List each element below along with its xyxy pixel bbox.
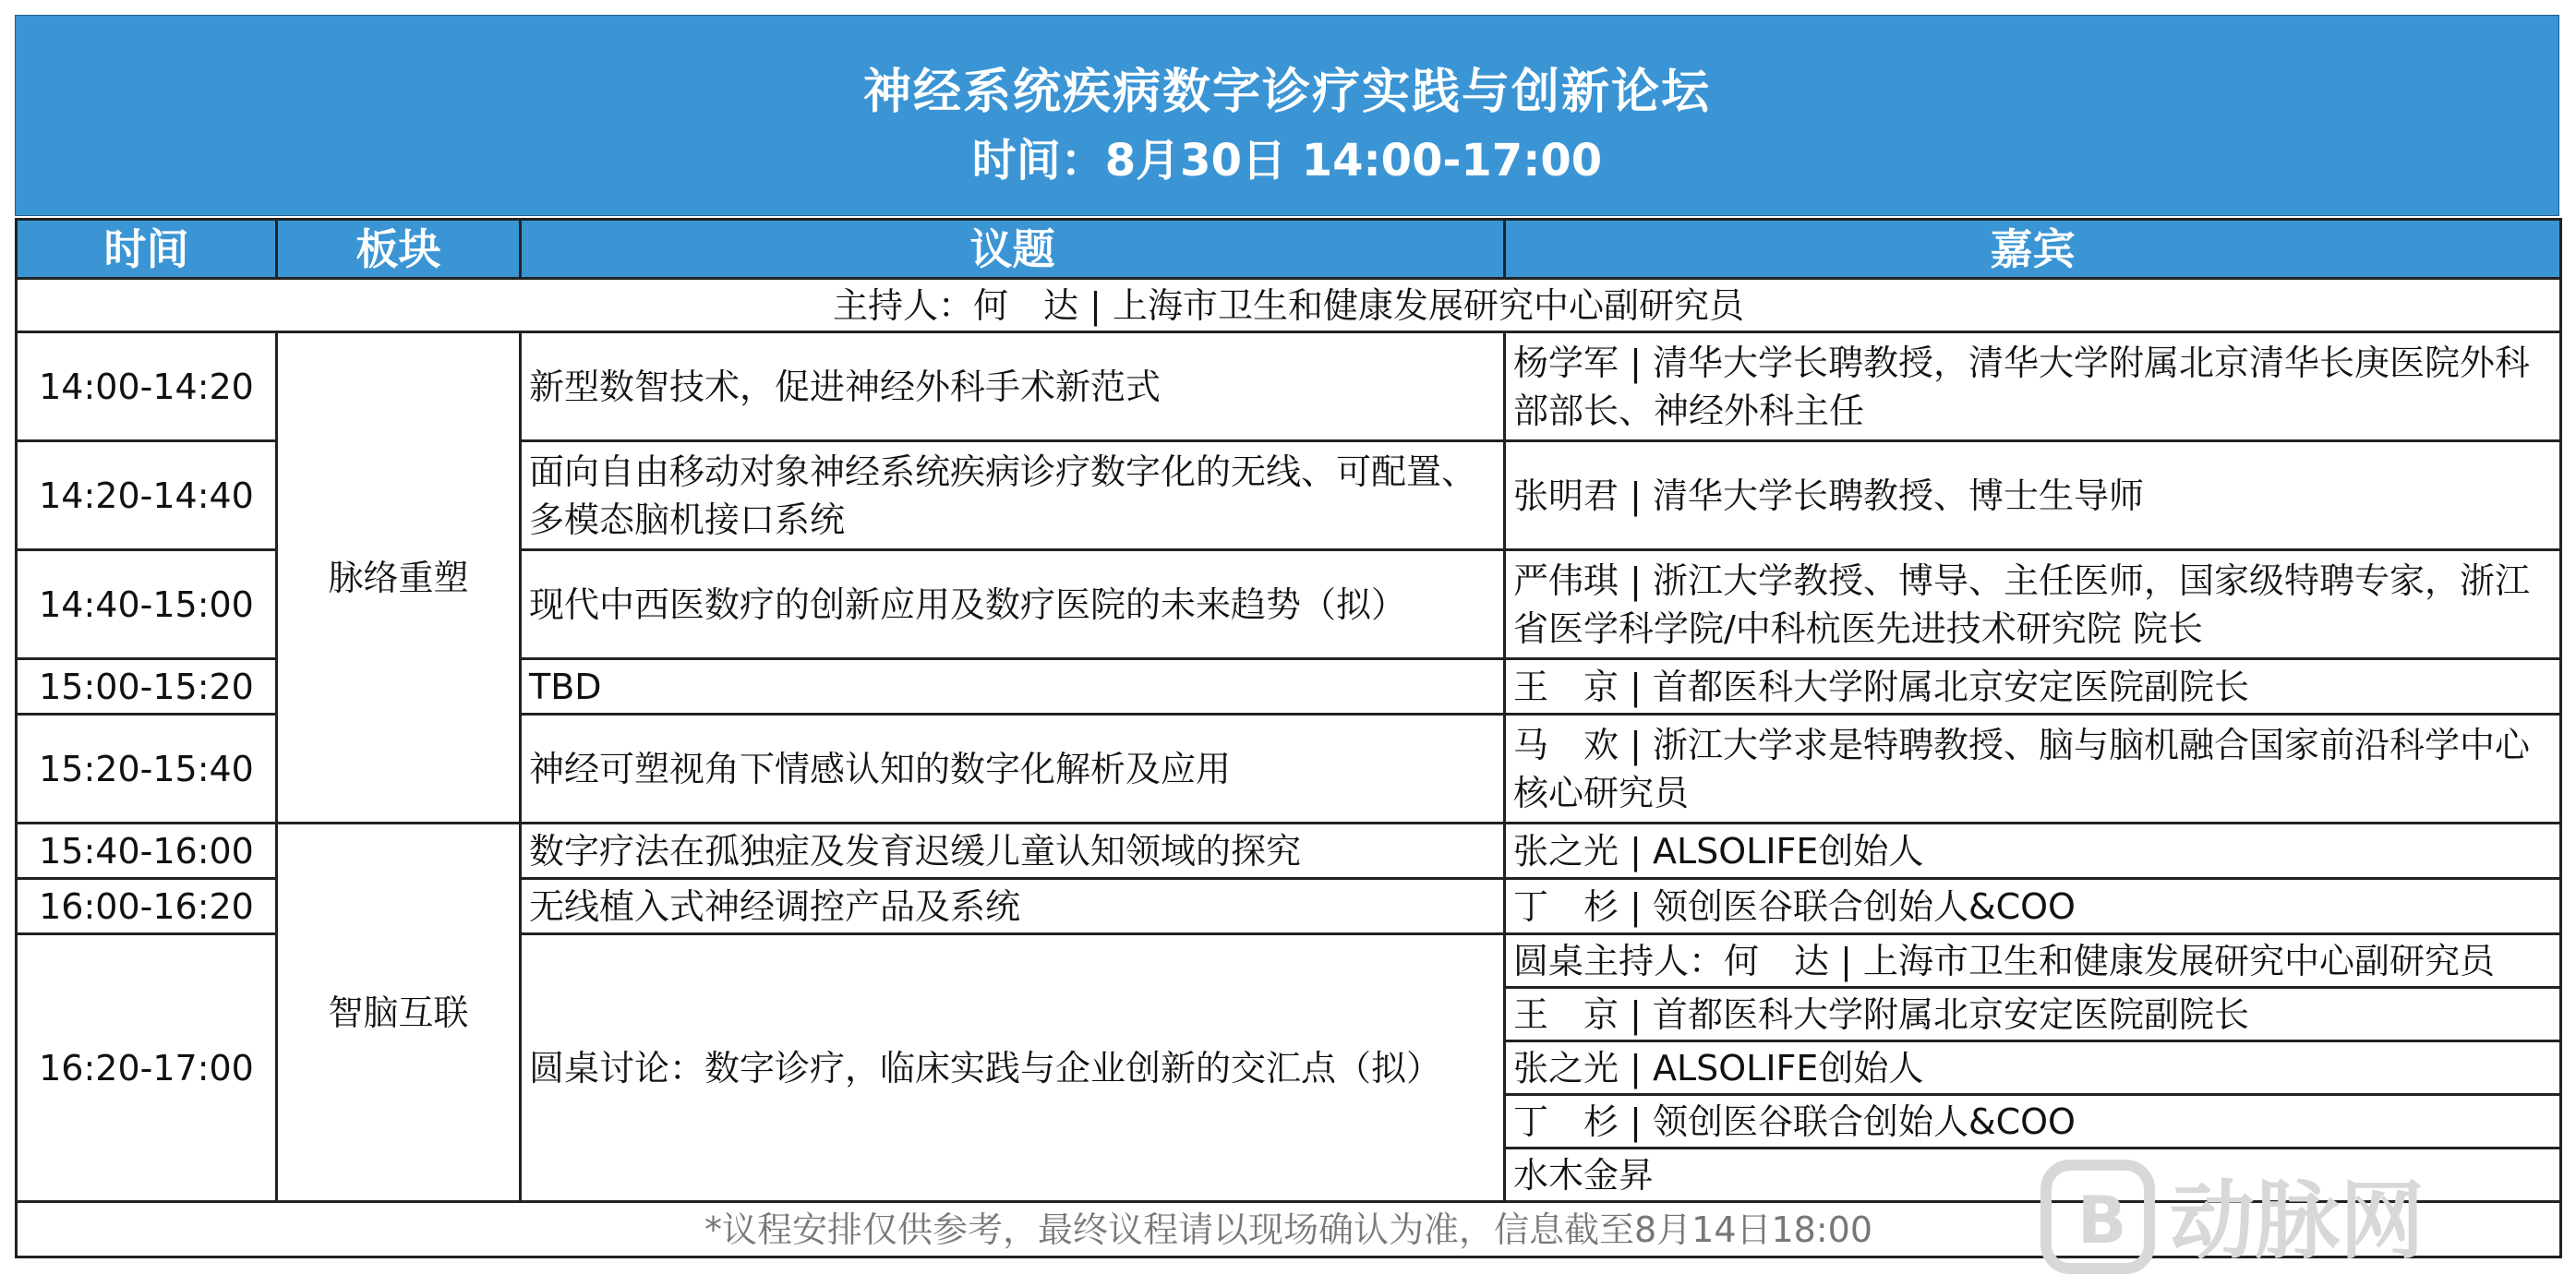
panel-guest-cell: 张之光 | ALSOLIFE创始人	[1505, 1041, 2561, 1095]
column-header-guest: 嘉宾	[1505, 220, 2561, 279]
table-header-row	[17, 220, 2561, 279]
guest-cell: 马 欢 | 浙江大学求是特聘教授、脑与脑机融合国家前沿科学中心核心研究员	[1505, 715, 2561, 824]
time-cell: 15:40-16:00	[17, 824, 277, 879]
column-header-topic: 议题	[521, 220, 1505, 279]
topic-cell: 神经可塑视角下情感认知的数字化解析及应用	[521, 715, 1505, 824]
section-cell: 脉络重塑	[277, 332, 521, 824]
time-cell: 14:00-14:20	[17, 332, 277, 441]
table-row	[17, 332, 2561, 441]
topic-cell: 现代中西医数疗的创新应用及数疗医院的未来趋势（拟）	[521, 550, 1505, 659]
guest-cell: 严伟琪 | 浙江大学教授、博导、主任医师，国家级特聘专家，浙江省医学科学院/中科杭医先进技术研究院 院长	[1505, 550, 2561, 659]
panel-topic-cell: 圆桌讨论：数字诊疗，临床实践与企业创新的交汇点（拟）	[521, 934, 1505, 1202]
panel-guest-cell: 王 京 | 首都医科大学附属北京安定医院副院长	[1505, 988, 2561, 1041]
watermark-logo	[2040, 1152, 2558, 1281]
guest-cell: 张之光 | ALSOLIFE创始人	[1505, 824, 2561, 879]
footnote: *议程安排仅供参考，最终议程请以现场确认为准，信息截至8月14日18:00	[17, 1202, 2561, 1257]
forum-time: 时间：8月30日 14:00-17:00	[971, 135, 1603, 186]
panel-guest-cell: 圆桌主持人：何 达 | 上海市卫生和健康发展研究中心副研究员	[1505, 934, 2561, 988]
section-cell: 智脑互联	[277, 824, 521, 1202]
topic-cell: 无线植入式神经调控产品及系统	[521, 879, 1505, 934]
watermark-logo-glyph: B	[2077, 1183, 2127, 1258]
time-cell: 16:00-16:20	[17, 879, 277, 934]
forum-title: 神经系统疾病数字诊疗实践与创新论坛	[862, 65, 1711, 120]
topic-cell: 新型数智技术，促进神经外科手术新范式	[521, 332, 1505, 441]
topic-cell: 面向自由移动对象神经系统疾病诊疗数字化的无线、可配置、多模态脑机接口系统	[521, 441, 1505, 550]
column-header-time: 时间	[17, 220, 277, 279]
guest-cell: 丁 杉 | 领创医谷联合创始人&COO	[1505, 879, 2561, 934]
time-cell: 14:40-15:00	[17, 550, 277, 659]
watermark-text: 动脉网	[2170, 1172, 2426, 1270]
time-cell: 14:20-14:40	[17, 441, 277, 550]
guest-cell: 张明君 | 清华大学长聘教授、博士生导师	[1505, 441, 2561, 550]
panel-guest-cell: 丁 杉 | 领创医谷联合创始人&COO	[1505, 1095, 2561, 1149]
moderator-row	[17, 279, 2561, 332]
forum-header	[15, 15, 2559, 216]
guest-cell: 王 京 | 首都医科大学附属北京安定医院副院长	[1505, 659, 2561, 715]
time-cell: 15:00-15:20	[17, 659, 277, 715]
time-cell: 15:20-15:40	[17, 715, 277, 824]
panel-guest-cell: 水木金昇	[1505, 1149, 2561, 1202]
table-row	[17, 824, 2561, 879]
guest-cell: 杨学军 | 清华大学长聘教授，清华大学附属北京清华长庚医院外科部部长、神经外科主任	[1505, 332, 2561, 441]
topic-cell: 数字疗法在孤独症及发育迟缓儿童认知领域的探究	[521, 824, 1505, 879]
agenda-table	[15, 218, 2562, 1258]
column-header-section: 板块	[277, 220, 521, 279]
agenda-sheet	[15, 15, 2561, 1272]
topic-cell: TBD	[521, 659, 1505, 715]
panel-time-cell: 16:20-17:00	[17, 934, 277, 1202]
moderator-cell: 主持人：何 达 | 上海市卫生和健康发展研究中心副研究员	[17, 279, 2561, 332]
